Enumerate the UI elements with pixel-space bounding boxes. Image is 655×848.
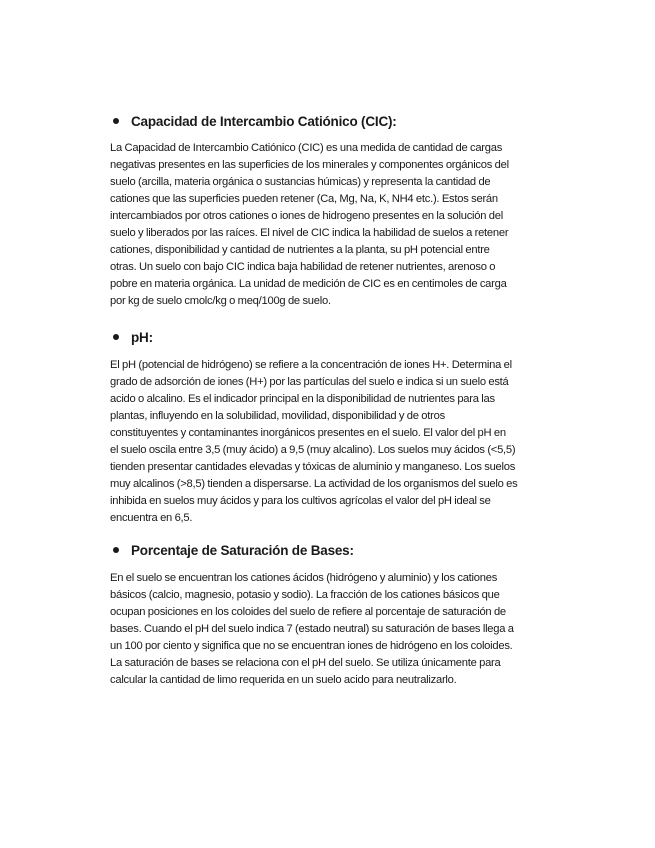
heading-text: Porcentaje de Saturación de Bases:	[131, 542, 354, 558]
paragraph-line: acido o alcalino. Es el indicador principal en la disponibilidad de nutrientes para las	[110, 393, 495, 405]
paragraph-line: inhibida en suelos muy ácidos y para los cultivos agrícolas el valor del pH ideal se	[110, 495, 491, 507]
paragraph-line: muy alcalinos (>8,5) tienden a dispersarse. La actividad de los organismos del suelo es	[110, 478, 518, 490]
paragraph-line: calcular la cantidad de limo requerida en un suelo acido para neutralizarlo.	[110, 674, 457, 686]
section-heading-ph	[110, 328, 562, 346]
paragraph-line: por kg de suelo cmolc/kg o meq/100g de suelo.	[110, 295, 331, 307]
paragraph-line: el suelo oscila entre 3,5 (muy ácido) a 9,5 (muy alcalino). Los suelos muy ácidos (<5,5)	[110, 444, 516, 456]
paragraph-line: plantas, influyendo en la solubilidad, movilidad, disponibilidad y de otros	[110, 410, 445, 422]
heading-text: pH:	[131, 329, 153, 345]
section-heading-cic	[110, 112, 562, 130]
heading-text: Capacidad de Intercambio Catiónico (CIC):	[131, 113, 397, 129]
paragraph-line: La Capacidad de Intercambio Catiónico (CIC) es una medida de cantidad de cargas	[110, 142, 503, 154]
paragraph-line: constituyentes y contaminantes inorgánicos presentes en el suelo. El valor del pH en	[110, 427, 506, 439]
section-paragraph-ph	[110, 357, 562, 527]
paragraph-line: ocupan posiciones en los coloides del suelo de refiere al porcentaje de saturación de	[110, 606, 506, 618]
paragraph-line: bases. Cuando el pH del suelo indica 7 (estado neutral) su saturación de bases llega a	[110, 623, 514, 635]
bullet-icon	[113, 547, 119, 553]
paragraph-line: tienden presentar cantidades elevadas y tóxicas de aluminio y manganeso. Los suelos	[110, 461, 516, 473]
paragraph-line: negativas presentes en las superficies de los minerales y componentes orgánicos del	[110, 159, 509, 171]
paragraph-line: cationes, disponibilidad y cantidad de nutrientes a la planta, su pH potencial entre	[110, 244, 490, 256]
paragraph-line: intercambiados por otros cationes o iones de hidrogeno presentes en la solución del	[110, 210, 503, 222]
section-paragraph-base-saturation	[110, 570, 562, 689]
paragraph-line: En el suelo se encuentran los cationes ácidos (hidrógeno y aluminio) y los cationes	[110, 572, 498, 584]
bullet-icon	[113, 334, 119, 340]
document-page	[110, 112, 562, 689]
paragraph-line: El pH (potencial de hidrógeno) se refiere a la concentración de iones H+. Determina el	[110, 359, 512, 371]
paragraph-line: cationes que las superficies pueden retener (Ca, Mg, Na, K, NH4 etc.). Estos serán	[110, 193, 498, 205]
paragraph-line: pobre en materia orgánica. La unidad de medición de CIC es en centimoles de carga	[110, 278, 507, 290]
bullet-icon	[113, 118, 119, 124]
paragraph-line: básicos (calcio, magnesio, potasio y sodio). La fracción de los cationes básicos que	[110, 589, 500, 601]
paragraph-line: suelo y liberados por las raíces. El nivel de CIC indica la habilidad de suelos a retener	[110, 227, 509, 239]
paragraph-line: La saturación de bases se relaciona con el pH del suelo. Se utiliza únicamente para	[110, 657, 501, 669]
paragraph-line: un 100 por ciento y significa que no se encuentran iones de hidrógeno en los coloides.	[110, 640, 513, 652]
paragraph-line: suelo (arcilla, materia orgánica o sustancias húmicas) y representa la cantidad de	[110, 176, 491, 188]
section-heading-base-saturation	[110, 541, 562, 559]
paragraph-line: grado de adsorción de iones (H+) por las partículas del suelo e indica si un suelo está	[110, 376, 509, 388]
paragraph-line: otras. Un suelo con bajo CIC indica baja habilidad de retener nutrientes, arenoso o	[110, 261, 496, 273]
paragraph-line: encuentra en 6,5.	[110, 512, 193, 524]
section-paragraph-cic	[110, 140, 562, 310]
